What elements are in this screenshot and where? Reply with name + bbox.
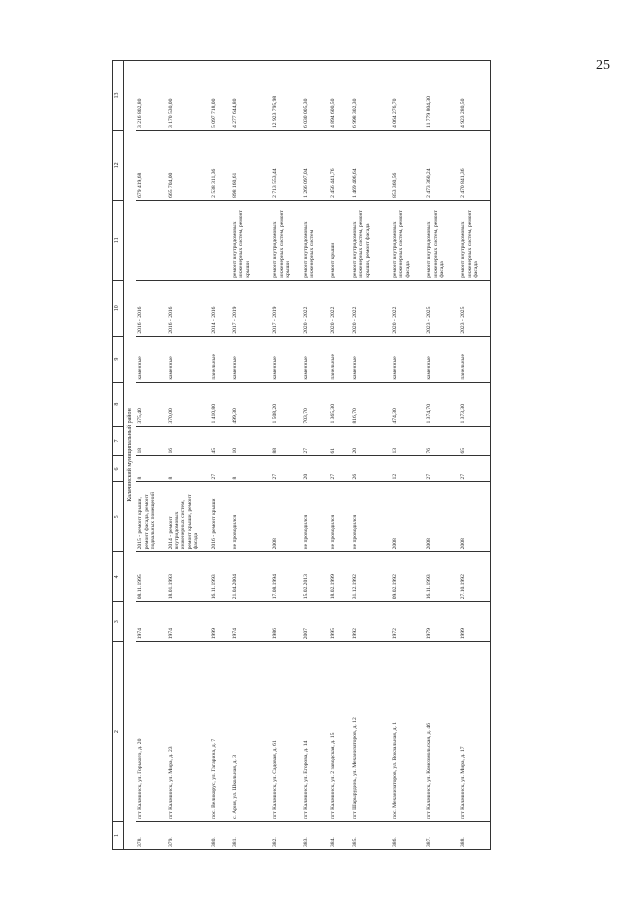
planned-works-cell: ремонт крыши	[329, 200, 350, 280]
contribution-cell: 665 704,00	[167, 130, 210, 200]
last-repair-cell: 2008	[425, 482, 459, 552]
floors-cell: 8	[136, 456, 166, 482]
table-row	[136, 61, 166, 850]
year-built-cell: 1972	[391, 602, 425, 642]
row-number: 382.	[271, 822, 301, 850]
year-built-cell: 1974	[136, 602, 166, 642]
last-repair-cell: 2016 - ремонт крыши	[210, 482, 231, 552]
date-cell: 08.11.1995	[136, 552, 166, 602]
column-number: 5	[113, 482, 124, 552]
planned-works-cell	[210, 200, 231, 280]
table-row	[391, 61, 425, 850]
rotated-table-container	[112, 60, 592, 850]
floors-cell: 27	[329, 456, 350, 482]
row-number: 378.	[136, 822, 166, 850]
planned-period-cell: 2016 - 2016	[136, 280, 166, 336]
table-row	[210, 61, 231, 850]
floors-cell: 8	[167, 456, 210, 482]
total-cost-cell: 6 030 005,30	[302, 61, 330, 131]
planned-works-cell: ремонт внутридомовых инженерных систем, ремонт крыши	[231, 200, 271, 280]
planned-period-cell: 2020 - 2022	[351, 280, 391, 336]
planned-works-cell: ремонт внутридомовых инженерных систем, ремонт крыши, ремонт фасада	[351, 200, 391, 280]
wall-material-cell: каменные	[391, 336, 425, 382]
apartments-cell: 18	[136, 426, 166, 456]
column-number: 13	[113, 61, 124, 131]
apartments-cell: 45	[210, 426, 231, 456]
year-built-cell: 1999	[210, 602, 231, 642]
column-number: 6	[113, 456, 124, 482]
planned-works-cell	[167, 200, 210, 280]
floors-cell: 26	[351, 456, 391, 482]
area-cell: 375,40	[136, 382, 166, 426]
date-cell: 17.08.1994	[271, 552, 301, 602]
column-number: 3	[113, 602, 124, 642]
area-cell: 1 365,30	[329, 382, 350, 426]
column-number-row	[113, 61, 124, 850]
planned-period-cell: 2017 - 2019	[231, 280, 271, 336]
contribution-cell: 853 360,56	[391, 130, 425, 200]
last-repair-cell: не проводился	[302, 482, 330, 552]
table-row	[351, 61, 391, 850]
wall-material-cell: каменные	[231, 336, 271, 382]
date-cell: 16.11.1993	[210, 552, 231, 602]
row-number: 379.	[167, 822, 210, 850]
area-cell: 1 373,30	[459, 382, 490, 426]
last-repair-cell: 2008	[391, 482, 425, 552]
address-cell: пгт Калачинск, ул. Егорова, д. 14	[302, 642, 330, 822]
row-number: 388.	[459, 822, 490, 850]
row-number: 384.	[329, 822, 350, 850]
year-built-cell: 2007	[302, 602, 330, 642]
apartments-cell: 13	[391, 426, 425, 456]
page-number: 25	[596, 58, 610, 73]
area-cell: 474,30	[391, 382, 425, 426]
wall-material-cell: каменные	[167, 336, 210, 382]
floors-cell: 27	[271, 456, 301, 482]
area-cell: 816,70	[351, 382, 391, 426]
date-cell: 31.12.1992	[351, 552, 391, 602]
contribution-cell: 898 160,61	[231, 130, 271, 200]
planned-period-cell: 2023 - 2025	[459, 280, 490, 336]
apartments-cell: 10	[231, 426, 271, 456]
date-cell: 09.02.1992	[391, 552, 425, 602]
area-cell: 703,70	[302, 382, 330, 426]
planned-period-cell: 2017 - 2019	[271, 280, 301, 336]
section-header-row	[124, 61, 137, 850]
last-repair-cell: 2008	[271, 482, 301, 552]
floors-cell: 20	[302, 456, 330, 482]
planned-works-cell: ремонт внутридомовых инженерных систем, ремонт фасада	[425, 200, 459, 280]
contribution-cell: 2 456 441,76	[329, 130, 350, 200]
contribution-cell: 2 470 841,36	[459, 130, 490, 200]
floors-cell: 27	[459, 456, 490, 482]
address-cell: пос. Механизаторов, ул. Вокзальная, д. 1	[391, 642, 425, 822]
planned-period-cell: 2020 - 2022	[391, 280, 425, 336]
last-repair-cell: 2008	[459, 482, 490, 552]
row-number: 385.	[351, 822, 391, 850]
wall-material-cell: панельные	[329, 336, 350, 382]
wall-material-cell: каменные	[136, 336, 166, 382]
table-row	[167, 61, 210, 850]
wall-material-cell: панельные	[210, 336, 231, 382]
planned-period-cell: 2016 - 2016	[167, 280, 210, 336]
address-cell: пгт Калачинск, ул. Мира, д. 17	[459, 642, 490, 822]
contribution-cell: 2 473 360,24	[425, 130, 459, 200]
row-number: 380.	[210, 822, 231, 850]
date-cell: 16.11.1993	[425, 552, 459, 602]
contribution-cell: 679 419,68	[136, 130, 166, 200]
year-built-cell: 1979	[425, 602, 459, 642]
floors-cell: 27	[425, 456, 459, 482]
area-cell: 1 374,70	[425, 382, 459, 426]
date-cell: 27.10.1992	[459, 552, 490, 602]
row-number: 387.	[425, 822, 459, 850]
apartments-cell: 27	[302, 426, 330, 456]
column-number: 4	[113, 552, 124, 602]
planned-works-cell	[136, 200, 166, 280]
area-cell: 1 410,80	[210, 382, 231, 426]
planned-period-cell: 2023 - 2025	[425, 280, 459, 336]
address-cell: пгт Калачинск, ул. Садовая, д. 61	[271, 642, 301, 822]
housing-repair-table	[112, 60, 491, 850]
total-cost-cell: 4 064 276,70	[391, 61, 425, 131]
column-number: 9	[113, 336, 124, 382]
address-cell: с. Ария, ул. Школьная, д. 3	[231, 642, 271, 822]
table-row	[231, 61, 271, 850]
table-row	[329, 61, 350, 850]
column-number: 7	[113, 426, 124, 456]
contribution-cell: 2 538 311,36	[210, 130, 231, 200]
table-row	[425, 61, 459, 850]
address-cell: пгт Калачинск, ул. Мира, д. 23	[167, 642, 210, 822]
address-cell: пгт Калачинск, ул. 2 заводская, д. 15	[329, 642, 350, 822]
column-number: 12	[113, 130, 124, 200]
total-cost-cell: 4 277 644,80	[231, 61, 271, 131]
table-body	[124, 61, 491, 850]
wall-material-cell: панельные	[459, 336, 490, 382]
last-repair-cell: не проводился	[351, 482, 391, 552]
contribution-cell: 1 266 097,04	[302, 130, 330, 200]
apartments-cell: 88	[271, 426, 301, 456]
apartments-cell: 61	[329, 426, 350, 456]
column-number: 8	[113, 382, 124, 426]
apartments-cell: 20	[351, 426, 391, 456]
last-repair-cell: 2014 - ремонт внутридомовых инженерных систем, ремонт крыши, ремонт фасада	[167, 482, 210, 552]
address-cell: пгт Шарырудинь, ул. Механизаторов, д. 12	[351, 642, 391, 822]
last-repair-cell: не проводился	[231, 482, 271, 552]
planned-works-cell: ремонт внутридомовых инженерных систем, ремонт крыши	[271, 200, 301, 280]
wall-material-cell: каменные	[271, 336, 301, 382]
contribution-cell: 2 713 553,44	[271, 130, 301, 200]
total-cost-cell: 6 998 302,30	[351, 61, 391, 131]
total-cost-cell: 5 097 718,00	[210, 61, 231, 131]
total-cost-cell: 11 779 804,30	[425, 61, 459, 131]
wall-material-cell: каменные	[351, 336, 391, 382]
area-cell: 499,30	[231, 382, 271, 426]
year-built-cell: 1999	[459, 602, 490, 642]
column-number: 1	[113, 822, 124, 850]
planned-works-cell: ремонт внутридомовых инженерных систем, ремонт фасада	[459, 200, 490, 280]
floors-cell: 8	[231, 456, 271, 482]
apartments-cell: 76	[425, 426, 459, 456]
area-cell: 1 508,20	[271, 382, 301, 426]
total-cost-cell: 3 216 802,80	[136, 61, 166, 131]
column-number: 10	[113, 280, 124, 336]
planned-period-cell: 2014 - 2016	[210, 280, 231, 336]
floors-cell: 27	[210, 456, 231, 482]
address-cell: пос. Великорус, ул. Гагарина, д. 7	[210, 642, 231, 822]
wall-material-cell: каменные	[425, 336, 459, 382]
address-cell: пгт Калачинск, ул. Горького, д. 20	[136, 642, 166, 822]
date-cell: 15.02.2013	[302, 552, 330, 602]
year-built-cell: 1995	[329, 602, 350, 642]
section-title: Калачинский муниципальный район	[124, 61, 137, 850]
total-cost-cell: 4 923 280,50	[459, 61, 490, 131]
year-built-cell: 1974	[231, 602, 271, 642]
area-cell: 370,00	[167, 382, 210, 426]
total-cost-cell: 3 170 530,00	[167, 61, 210, 131]
planned-works-cell: ремонт внутридомовых инженерных систем, ремонт фасада	[391, 200, 425, 280]
year-built-cell: 1974	[167, 602, 210, 642]
planned-period-cell: 2020 - 2022	[329, 280, 350, 336]
table-row	[302, 61, 330, 850]
contribution-cell: 1 469 406,64	[351, 130, 391, 200]
wall-material-cell: каменные	[302, 336, 330, 382]
total-cost-cell: 4 894 600,50	[329, 61, 350, 131]
last-repair-cell: 2015 - ремонт крыши, ремонт фасада, ремонт подвальных помещений	[136, 482, 166, 552]
table-row	[271, 61, 301, 850]
apartments-cell: 65	[459, 426, 490, 456]
column-number: 2	[113, 642, 124, 822]
total-cost-cell: 12 923 795,98	[271, 61, 301, 131]
row-number: 386.	[391, 822, 425, 850]
planned-period-cell: 2020 - 2022	[302, 280, 330, 336]
planned-works-cell: ремонт внутридомовых инженерных систем	[302, 200, 330, 280]
row-number: 383.	[302, 822, 330, 850]
column-number: 11	[113, 200, 124, 280]
last-repair-cell: не проводился	[329, 482, 350, 552]
date-cell: 21.04.2004	[231, 552, 271, 602]
date-cell: 18.01.1993	[167, 552, 210, 602]
row-number: 381.	[231, 822, 271, 850]
year-built-cell: 1992	[351, 602, 391, 642]
year-built-cell: 1986	[271, 602, 301, 642]
date-cell: 18.02.1999	[329, 552, 350, 602]
address-cell: пгт Калачинск, ул. Комсомольская, д. 46	[425, 642, 459, 822]
table-row	[459, 61, 490, 850]
floors-cell: 12	[391, 456, 425, 482]
apartments-cell: 16	[167, 426, 210, 456]
